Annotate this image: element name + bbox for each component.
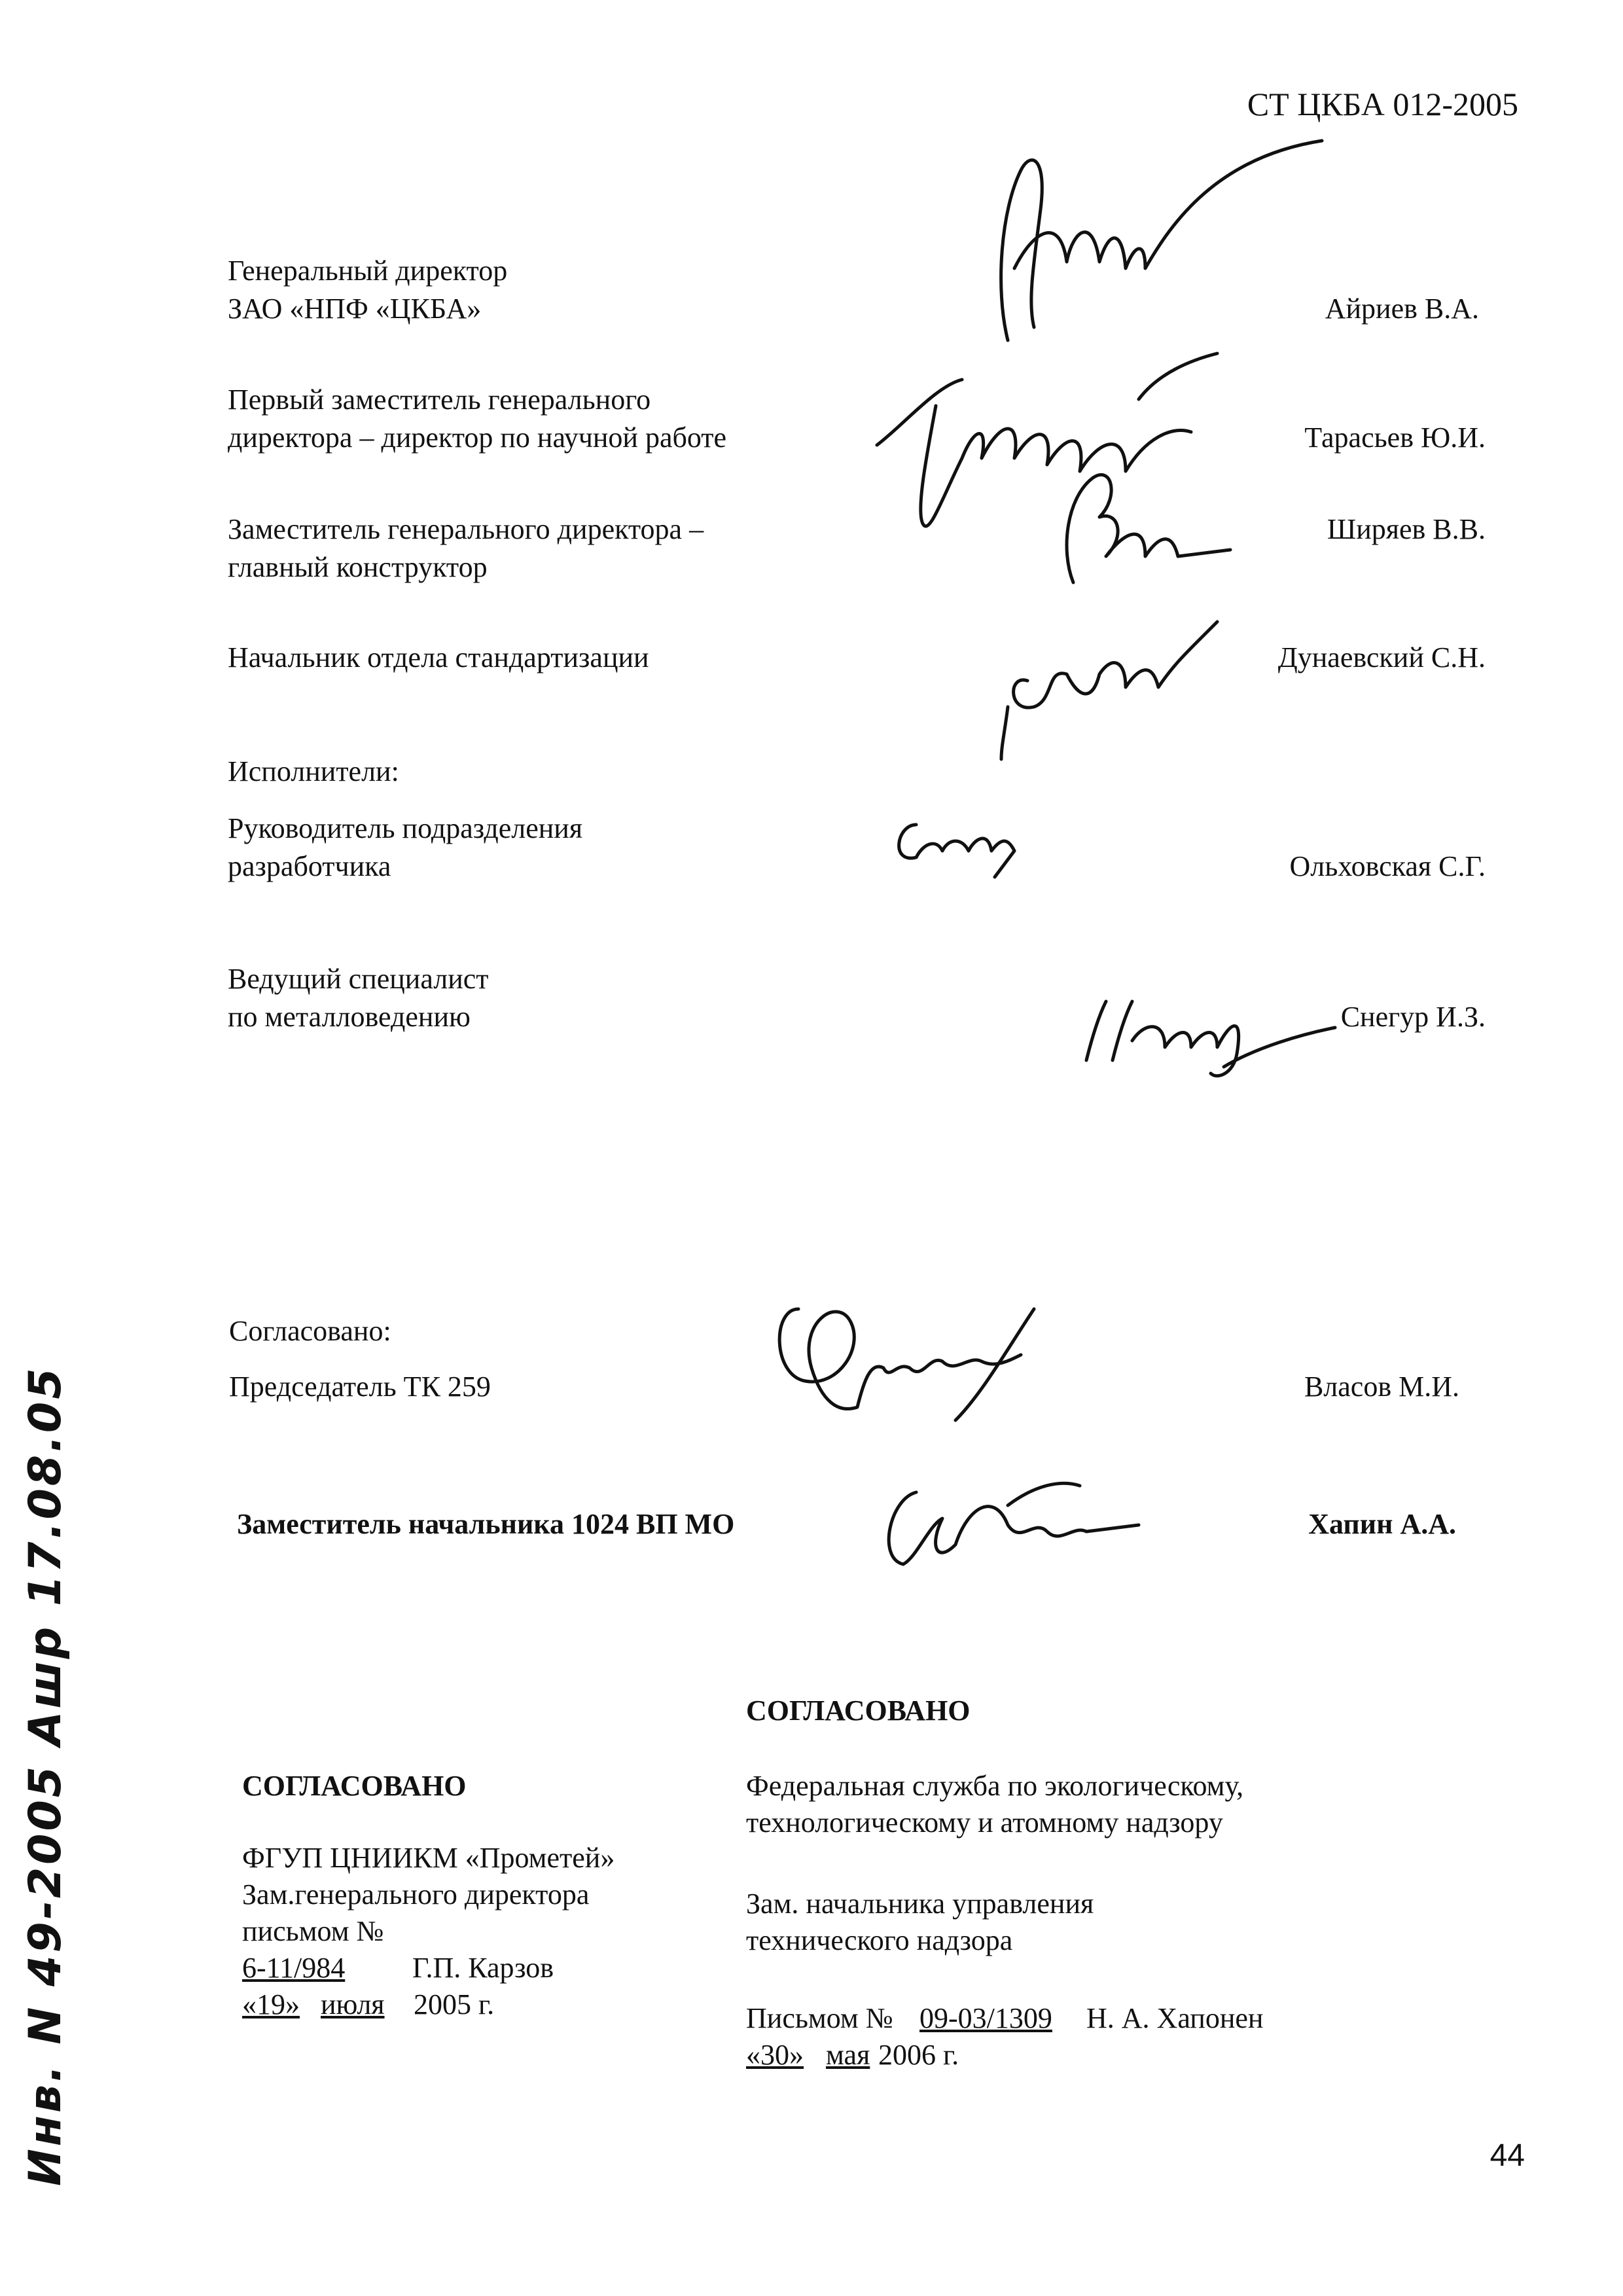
executor-1-name: Ольховская С.Г. bbox=[1289, 850, 1486, 882]
approval-left-signer: Г.П. Карзов bbox=[412, 1952, 554, 1984]
signature-8 bbox=[864, 1466, 1152, 1590]
approval-left-heading: СОГЛАСОВАНО bbox=[242, 1770, 467, 1802]
agreed-2-name: Хапин А.А. bbox=[1308, 1508, 1456, 1540]
approval-right-heading: СОГЛАСОВАНО bbox=[746, 1695, 971, 1727]
approval-right-date-year: 2006 г. bbox=[878, 2039, 959, 2071]
approval-right-date-month: мая bbox=[826, 2039, 870, 2071]
signatory-3-position-line-1: Заместитель генерального директора – bbox=[228, 513, 704, 545]
approval-right-signer: Н. А. Хапонен bbox=[1086, 2002, 1264, 2034]
page-number: 44 bbox=[1489, 2138, 1525, 2173]
signatory-1-position-line-2: ЗАО «НПФ «ЦКБА» bbox=[228, 293, 482, 325]
executor-1-position-line-2: разработчика bbox=[228, 850, 391, 882]
executor-2-position-line-2: по металловедению bbox=[228, 1001, 471, 1033]
signature-7 bbox=[759, 1283, 1099, 1433]
signatory-1-name: Айриев В.А. bbox=[1325, 293, 1479, 325]
signature-6 bbox=[1073, 975, 1348, 1093]
margin-inventory-note: Инв. N 49-2005 Ашр 17.08.05 bbox=[20, 1365, 71, 2186]
approval-right-role-line-1: Зам. начальника управления bbox=[746, 1888, 1094, 1920]
approval-left-letter-number: 6-11/984 bbox=[242, 1952, 346, 1984]
approval-left-date-month: июля bbox=[321, 1988, 385, 2020]
approval-left-letter-label: письмом № bbox=[242, 1915, 384, 1947]
signatory-4-position: Начальник отдела стандартизации bbox=[228, 641, 649, 673]
agreed-1-position: Председатель ТК 259 bbox=[229, 1371, 491, 1403]
signatory-2-name: Тарасьев Ю.И. bbox=[1304, 422, 1486, 454]
approval-left-date-day: «19» bbox=[242, 1988, 300, 2020]
agreed-heading: Согласовано: bbox=[229, 1315, 391, 1347]
executors-heading: Исполнители: bbox=[228, 755, 399, 787]
signatory-4-name: Дунаевский С.Н. bbox=[1277, 641, 1486, 673]
approval-right-letter-number: 09-03/1309 bbox=[919, 2002, 1052, 2034]
document-code: СТ ЦКБА 012-2005 bbox=[1247, 86, 1518, 122]
approval-right-letter-label: Письмом № bbox=[746, 2002, 893, 2034]
signatory-2-position-line-1: Первый заместитель генерального bbox=[228, 384, 651, 416]
approval-right-date-day: «30» bbox=[746, 2039, 804, 2071]
executor-2-position-line-1: Ведущий специалист bbox=[228, 963, 489, 995]
approval-left-role: Зам.генерального директора bbox=[242, 1878, 590, 1910]
approval-left-date-year: 2005 г. bbox=[414, 1988, 495, 2020]
approval-left-organization: ФГУП ЦНИИКМ «Прометей» bbox=[242, 1842, 615, 1874]
signature-5 bbox=[877, 805, 1034, 890]
executor-1-position-line-1: Руководитель подразделения bbox=[228, 812, 583, 844]
signature-3 bbox=[1034, 452, 1243, 602]
signature-4 bbox=[982, 602, 1230, 759]
approval-right-role-line-2: технического надзора bbox=[746, 1924, 1013, 1956]
agreed-2-position: Заместитель начальника 1024 ВП МО bbox=[237, 1508, 735, 1540]
approval-right-organization-line-2: технологическому и атомному надзору bbox=[746, 1806, 1223, 1839]
signatory-2-position-line-2: директора – директор по научной работе bbox=[228, 422, 727, 454]
executor-2-name: Снегур И.З. bbox=[1340, 1001, 1486, 1033]
agreed-1-name: Власов М.И. bbox=[1304, 1371, 1459, 1403]
approval-right-organization-line-1: Федеральная служба по экологическому, bbox=[746, 1770, 1244, 1802]
signatory-1-position-line-1: Генеральный директор bbox=[228, 255, 508, 287]
signatory-3-name: Ширяев В.В. bbox=[1327, 513, 1486, 545]
signatory-3-position-line-2: главный конструктор bbox=[228, 551, 488, 583]
